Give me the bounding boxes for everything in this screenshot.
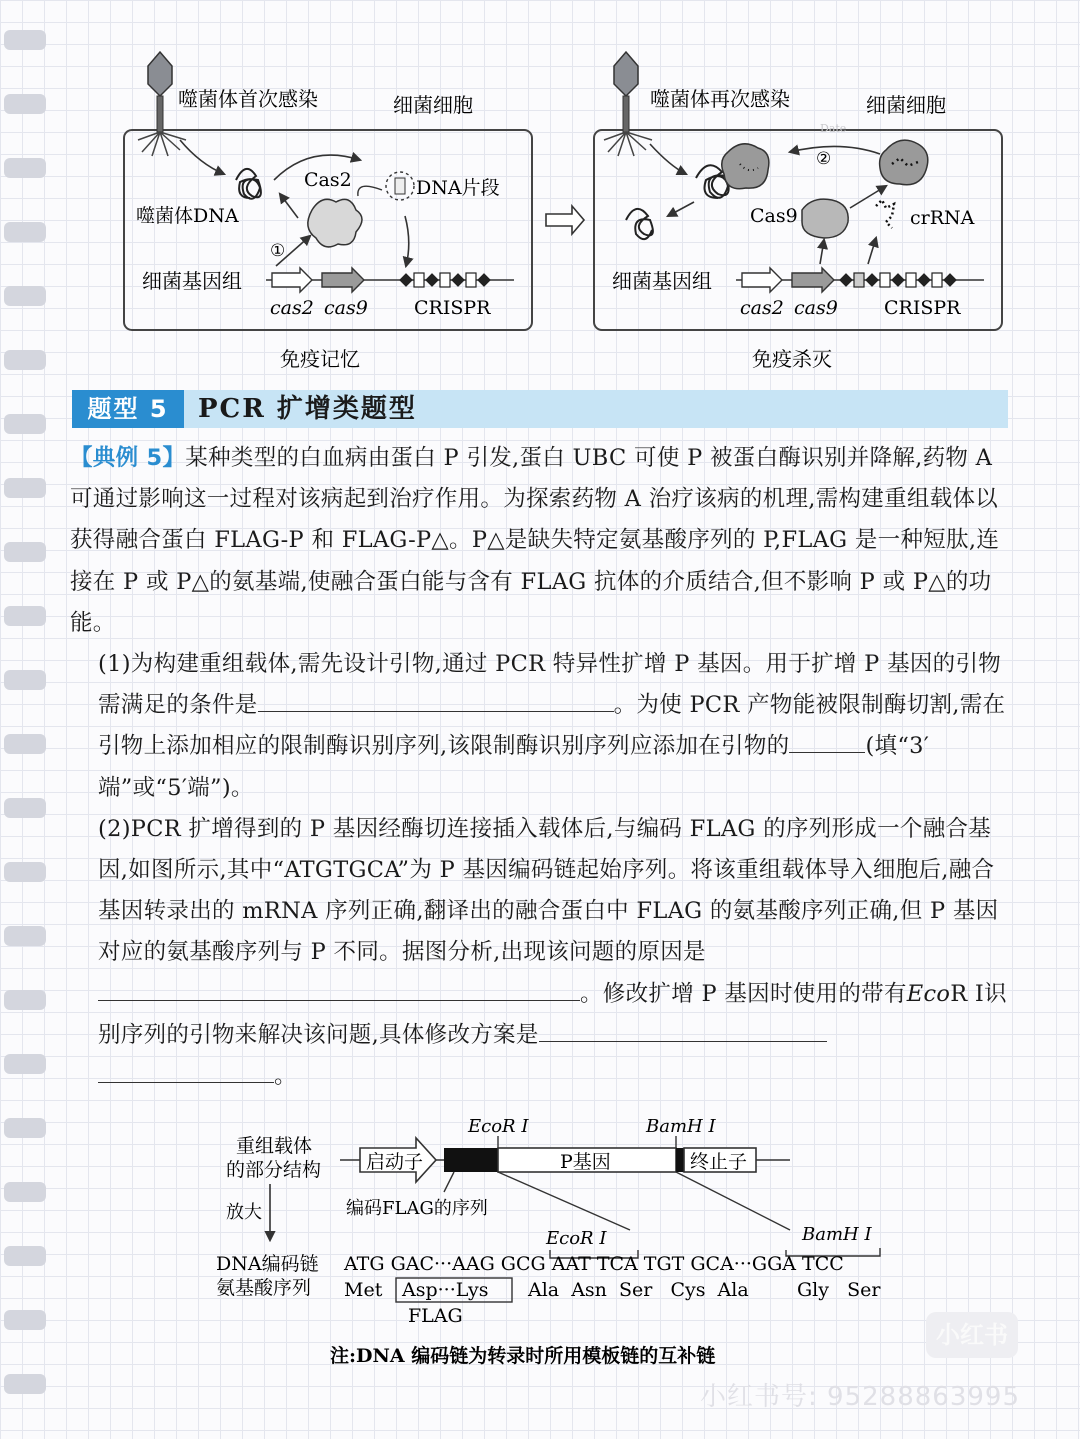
crrna-label: crRNA bbox=[910, 207, 975, 229]
faint-date-label: Date bbox=[820, 122, 847, 135]
step-1-label: ① bbox=[270, 241, 286, 261]
crispr-diagram bbox=[60, 40, 1020, 380]
ecori-mid-label: EcoR Ⅰ bbox=[546, 1228, 607, 1249]
flag-label: FLAG bbox=[408, 1305, 463, 1327]
answer-blank-primer-end[interactable] bbox=[789, 728, 865, 753]
cas9-crrna-complex bbox=[880, 140, 928, 185]
ecori-top-label: EcoR Ⅰ bbox=[468, 1116, 529, 1137]
crispr-array-left bbox=[400, 273, 490, 287]
crispr-array-right bbox=[840, 273, 956, 287]
q1-text-c: (填“3′端”或“5′端”)。 bbox=[98, 733, 930, 801]
q1-text-b: 。为使 PCR 产物能被限制酶切割,需在引物上添加相应的限制酶识别序列,该限制酶识别序列应添加在引物的 bbox=[98, 692, 1006, 760]
phage-dna-tangle bbox=[236, 169, 261, 199]
cas9-label: Cas9 bbox=[750, 205, 798, 227]
q2-ecor-italic: Eco bbox=[906, 980, 951, 1007]
section-tag: 题型 5 bbox=[72, 390, 184, 428]
aa-met: Met bbox=[344, 1279, 383, 1301]
answer-blank-modification-a[interactable] bbox=[539, 1017, 827, 1042]
spiral-ring bbox=[4, 606, 46, 626]
gene-cas9-label-right: cas9 bbox=[794, 297, 838, 319]
immune-memory-caption: 免疫记忆 bbox=[280, 347, 360, 371]
q2-text-a: (2)PCR 扩增得到的 P 基因经酶切连接插入载体后,与编码 FLAG 的序列形成一个融合基因,如图所示,其中“ATGTGCA”为 P 基因编码链起始序列。将该重组载体导入细胞后,融合基因转录出的 mRNA 序列正确,翻译出的融合蛋白中 FLAG 的氨基酸序列正确,但 P 基因对应的氨基酸序列与 P 不同。据图分析,出现该问题的原因是 bbox=[98, 815, 999, 966]
cas9-gene-arrow bbox=[792, 268, 834, 292]
aa-rest: Ala Asn Ser Cys Ala Gly Ser bbox=[528, 1279, 881, 1301]
spiral-ring bbox=[4, 286, 46, 306]
crrna-strand bbox=[876, 200, 894, 228]
terminator-label: 终止子 bbox=[690, 1151, 748, 1173]
spiral-ring bbox=[4, 734, 46, 754]
notebook-spiral-binding bbox=[0, 0, 52, 1439]
question-part-1 bbox=[70, 644, 1010, 809]
phage-dna-label: 噬菌体DNA bbox=[136, 205, 239, 227]
spiral-ring bbox=[4, 542, 46, 562]
cas2-gene-arrow bbox=[742, 268, 782, 292]
dna-fragment-label: DNA片段 bbox=[416, 177, 500, 199]
vector-label-line2: 的部分结构 bbox=[226, 1159, 322, 1181]
spiral-ring bbox=[4, 94, 46, 114]
phage-first-infection-label: 噬菌体首次感染 bbox=[178, 87, 318, 111]
spiral-ring bbox=[4, 222, 46, 242]
phage-icon bbox=[604, 52, 652, 156]
spiral-ring bbox=[4, 350, 46, 370]
watermark-badge: 小红书 bbox=[926, 1312, 1018, 1358]
spiral-ring bbox=[4, 1182, 46, 1202]
spiral-ring bbox=[4, 30, 46, 50]
immune-kill-caption: 免疫杀灭 bbox=[752, 347, 832, 371]
section-header bbox=[72, 390, 1008, 428]
intro-text: 某种类型的白血病由蛋白 P 引发,蛋白 UBC 可使 P 被蛋白酶识别并降解,药物 A 可通过影响这一过程对该病起到治疗作用。为探索药物 A 治疗该病的机理,需构建重组载体以获得融合蛋白 FLAG-P 和 FLAG-P△。P△是缺失特定氨基酸序列的 P,FLAG 是一种短肽,连接在 P 或 P△的氨基端,使融合蛋白能与含有 FLAG 抗体的介质结合,但不影响 P 或 P△的功能。 bbox=[70, 445, 1000, 636]
spiral-ring bbox=[4, 478, 46, 498]
spiral-ring bbox=[4, 1310, 46, 1330]
cas9-blob-top bbox=[722, 144, 769, 189]
p-gene-label: P基因 bbox=[560, 1151, 611, 1173]
watermark-text: 小红书号: 95288863995 bbox=[700, 1382, 1020, 1412]
cas2-protein bbox=[308, 199, 362, 247]
section-title: PCR 扩增类题型 bbox=[198, 394, 417, 424]
answer-blank-primer-conditions[interactable] bbox=[258, 687, 614, 712]
bacterial-cell-label-right: 细菌细胞 bbox=[866, 93, 946, 117]
cas9-gene-arrow bbox=[322, 268, 364, 292]
answer-blank-modification-b[interactable] bbox=[98, 1058, 274, 1083]
q2-text-c: R Ⅰ识别序列的引物来解决该问题,具体修改方案是 bbox=[98, 980, 1007, 1048]
spiral-ring bbox=[4, 1374, 46, 1394]
phage-second-infection-label: 噬菌体再次感染 bbox=[650, 87, 790, 111]
cas9-protein bbox=[802, 199, 848, 238]
example-tag: 【典例 5】 bbox=[70, 445, 186, 471]
spiral-ring bbox=[4, 1246, 46, 1266]
cas2-label: Cas2 bbox=[304, 169, 352, 191]
spiral-ring bbox=[4, 670, 46, 690]
q1-text-a: (1)为构建重组载体,需先设计引物,通过 PCR 特异性扩增 P 基因。用于扩增 P 基因的引物需满足的条件是 bbox=[98, 651, 1002, 719]
gene-cas9-label-left: cas9 bbox=[324, 297, 368, 319]
cut-dna-fragment bbox=[626, 209, 653, 239]
spiral-ring bbox=[4, 798, 46, 818]
gene-cas2-label-right: cas2 bbox=[740, 297, 784, 319]
crispr-label-left: CRISPR bbox=[414, 297, 491, 319]
question-intro bbox=[70, 438, 1010, 644]
dna-sequence: ATG GAC···AAG GCG AAT TCA TGT GCA···GGA TCC bbox=[344, 1253, 844, 1275]
aa-flag-seq: Asp···Lys bbox=[402, 1279, 489, 1301]
spiral-ring bbox=[4, 862, 46, 882]
q2-text-b: 。修改扩增 P 基因时使用的带有 bbox=[580, 980, 907, 1007]
promoter-label: 启动子 bbox=[366, 1151, 424, 1173]
spiral-ring bbox=[4, 990, 46, 1010]
genome-label-right: 细菌基因组 bbox=[612, 269, 712, 293]
bamhi-top-label: BamH Ⅰ bbox=[646, 1116, 716, 1137]
vector-diagram bbox=[200, 1108, 900, 1378]
flag-seq-label: 编码FLAG的序列 bbox=[346, 1198, 488, 1219]
flag-coding-block bbox=[444, 1148, 498, 1172]
diagram-note: 注:DNA 编码链为转录时所用模板链的互补链 bbox=[330, 1345, 716, 1367]
spiral-ring bbox=[4, 1054, 46, 1074]
spiral-ring bbox=[4, 158, 46, 178]
bacterial-cell-label-left: 细菌细胞 bbox=[393, 93, 473, 117]
enlarge-label: 放大 bbox=[226, 1202, 262, 1223]
amino-acid-seq-label: 氨基酸序列 bbox=[216, 1277, 312, 1299]
gene-cas2-label-left: cas2 bbox=[270, 297, 314, 319]
question-body bbox=[70, 438, 1010, 1097]
spiral-ring bbox=[4, 1118, 46, 1138]
spiral-ring bbox=[4, 414, 46, 434]
q2-text-d: 。 bbox=[274, 1063, 297, 1090]
genome-label-left: 细菌基因组 bbox=[142, 269, 242, 293]
question-part-2 bbox=[70, 809, 1010, 1097]
spiral-ring bbox=[4, 926, 46, 946]
dna-coding-strand-label: DNA编码链 bbox=[216, 1253, 319, 1275]
bamhi-mid-label: BamH Ⅰ bbox=[802, 1224, 872, 1245]
vector-label-line1: 重组载体 bbox=[236, 1135, 313, 1157]
crispr-label-right: CRISPR bbox=[884, 297, 961, 319]
cas2-gene-arrow bbox=[272, 268, 312, 292]
transition-arrow bbox=[546, 206, 584, 234]
step-2-label: ② bbox=[816, 149, 832, 169]
answer-blank-reason[interactable] bbox=[98, 976, 580, 1001]
